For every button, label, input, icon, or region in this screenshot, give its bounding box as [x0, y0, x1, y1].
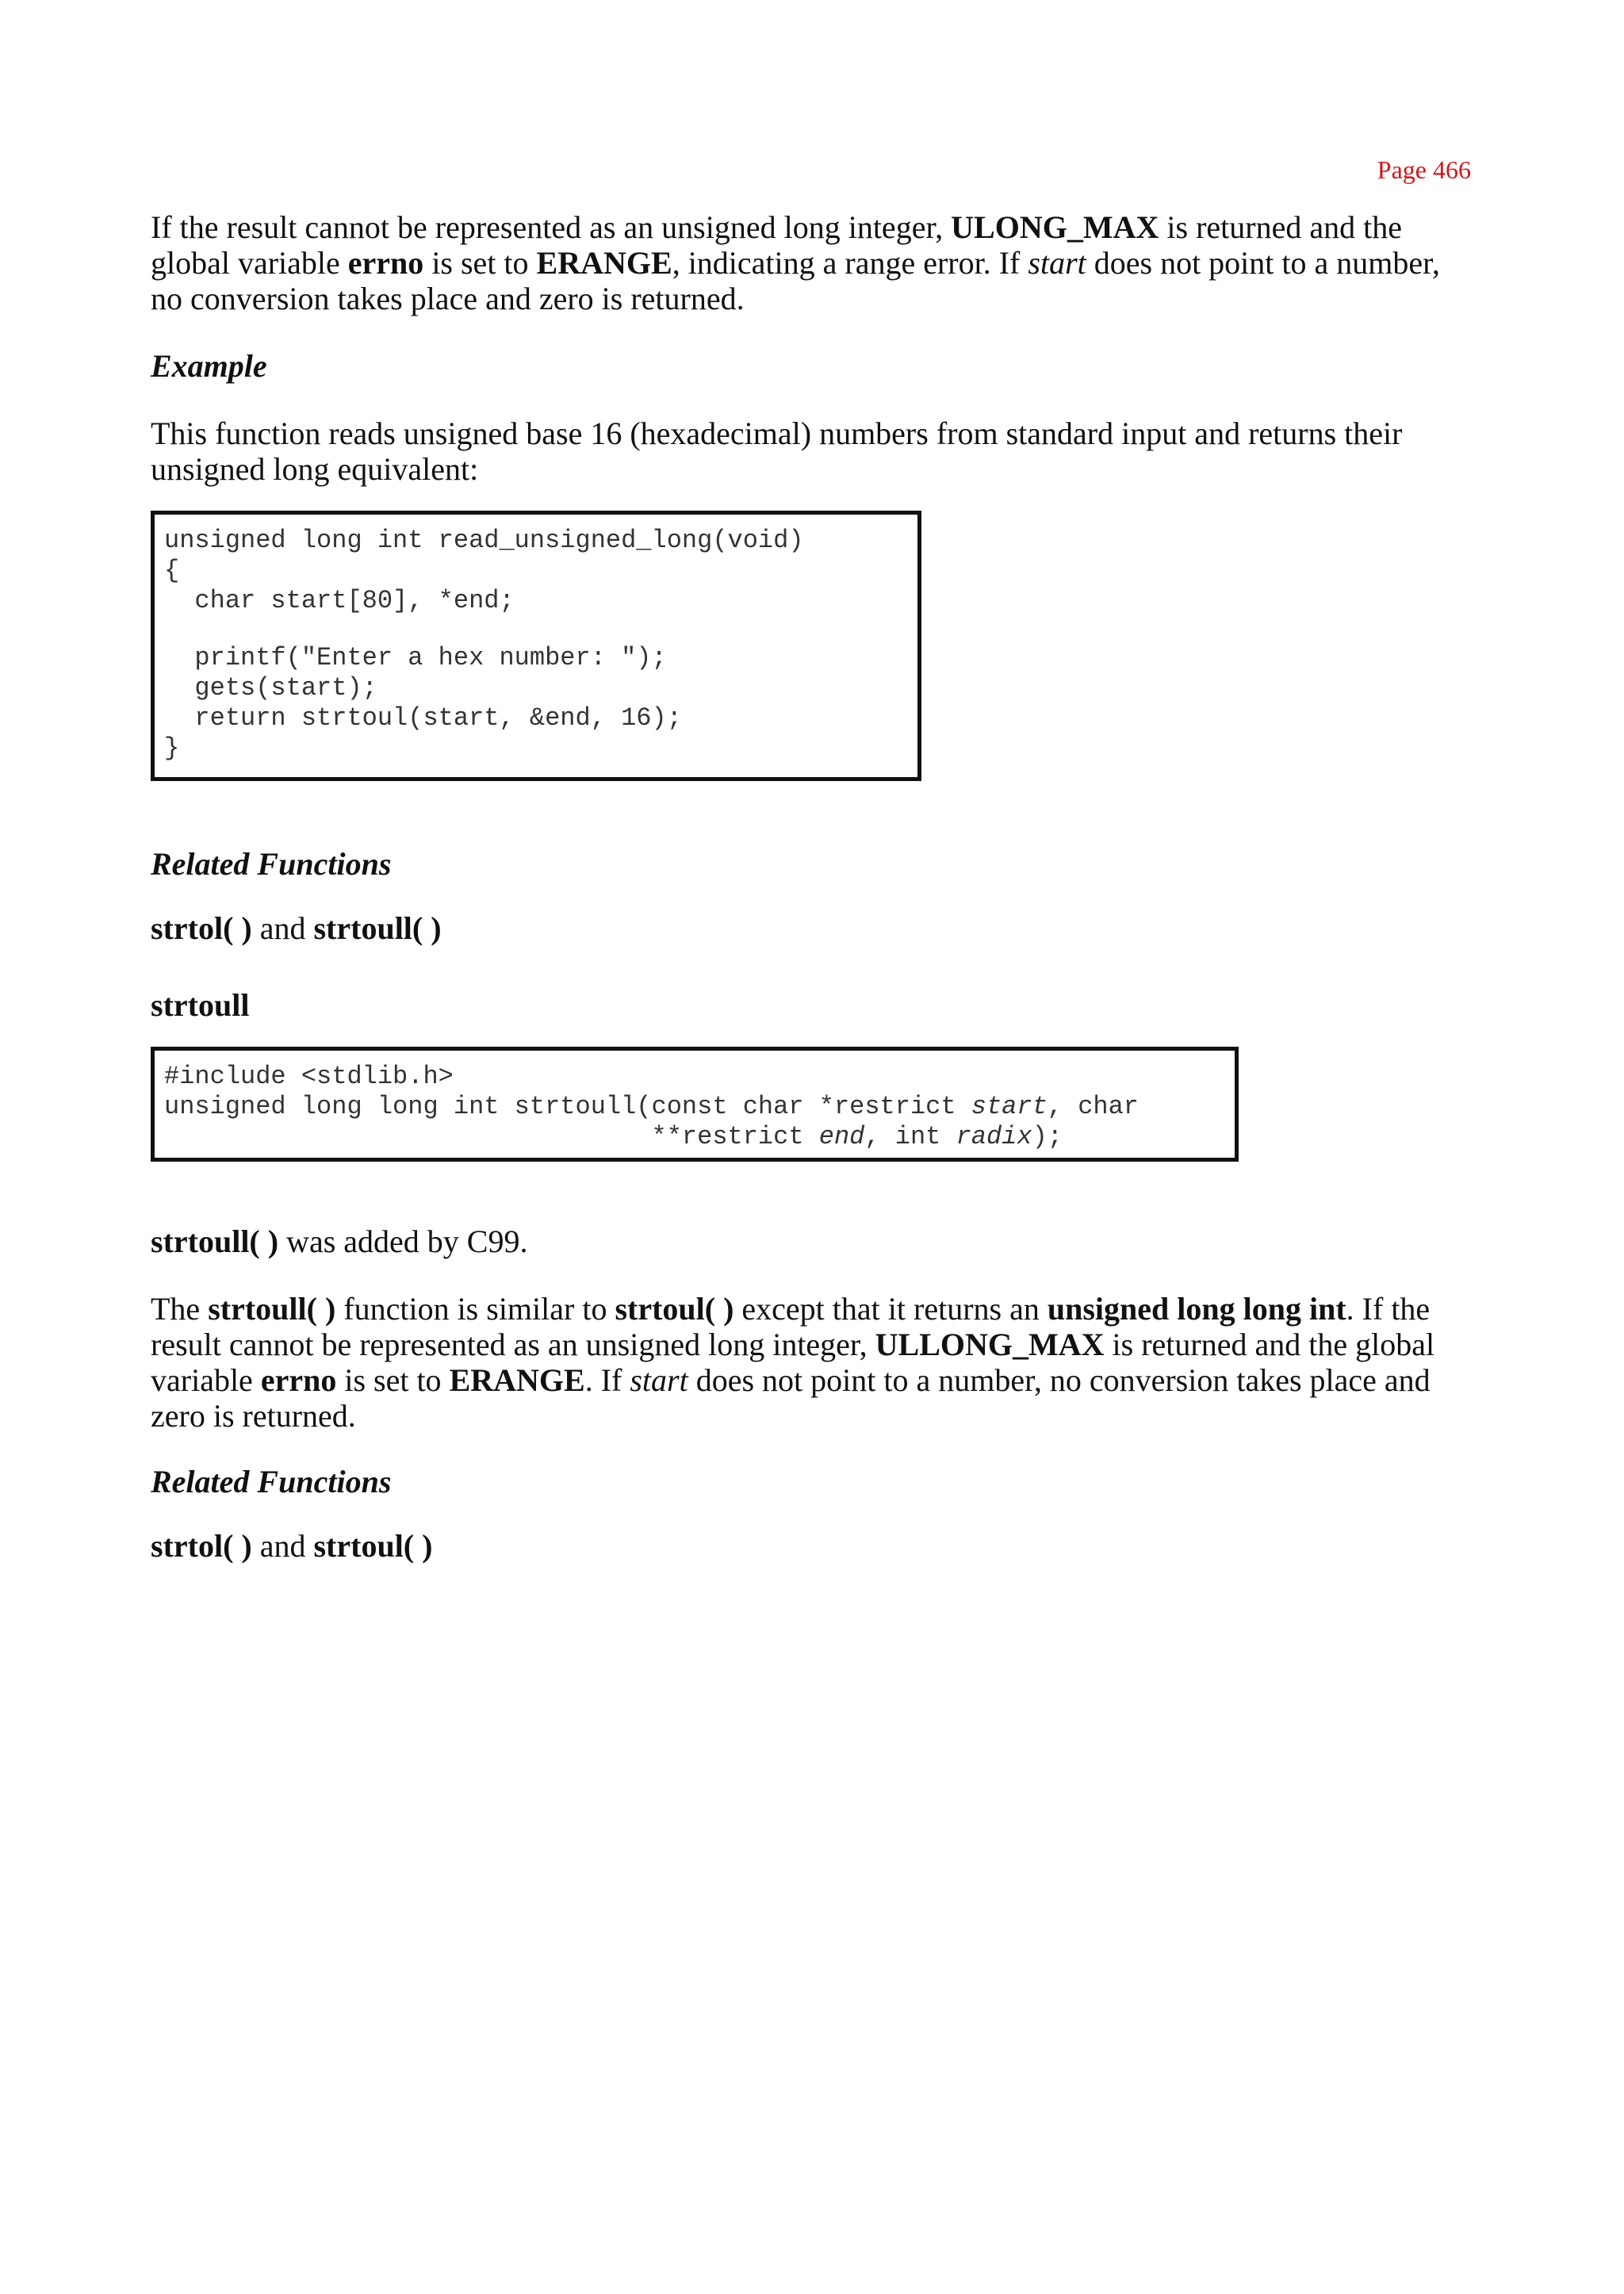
- code-line: }: [164, 733, 180, 763]
- intro-paragraph: If the result cannot be represented as an unsigned long integer, ULONG_MAX is returned and the global variable errno is set to ERANGE, indicating a range error. If start does not point to a number, no conversion takes place and zero is returned.: [151, 209, 1440, 316]
- signature-line: #include <stdlib.h>: [164, 1062, 454, 1091]
- strtoull-signature-block: [151, 1047, 1239, 1162]
- example-code-block: [151, 511, 921, 781]
- code-line: {: [164, 556, 180, 585]
- strtoull-added-note: strtoull( ) was added by C99.: [151, 1224, 528, 1259]
- signature-line: unsigned long long int strtoull(const char *restrict start, char: [164, 1092, 1139, 1121]
- code-line: char start[80], *end;: [164, 586, 515, 615]
- related-functions-heading-2: Related Functions: [151, 1464, 392, 1499]
- related-functions-list: strtol( ) and strtoull( ): [151, 910, 442, 946]
- code-line: return strtoul(start, &end, 16);: [164, 703, 682, 733]
- strtoull-description: The strtoull( ) function is similar to strtoul( ) except that it returns an unsigned long long int. If the result cannot be represented as an unsigned long integer, ULLONG_MAX is returned and the global variable errno is set to ERANGE. If start does not point to a number, no conversion takes place and zero is returned.: [151, 1291, 1435, 1434]
- signature-line: **restrict end, int radix);: [164, 1122, 1063, 1151]
- code-line: gets(start);: [164, 673, 377, 703]
- strtoull-title: strtoull: [151, 987, 250, 1023]
- page-number: Page 466: [1377, 155, 1471, 184]
- related-functions-heading: Related Functions: [151, 846, 392, 882]
- example-heading: Example: [151, 348, 267, 384]
- page-content: [151, 209, 1475, 1564]
- code-line: unsigned long int read_unsigned_long(void): [164, 526, 804, 555]
- example-description: This function reads unsigned base 16 (hexadecimal) numbers from standard input and returns their unsigned long equivalent:: [151, 416, 1403, 487]
- related-functions-list-2: strtol( ) and strtoul( ): [151, 1528, 433, 1564]
- code-line: printf("Enter a hex number: ");: [164, 643, 667, 672]
